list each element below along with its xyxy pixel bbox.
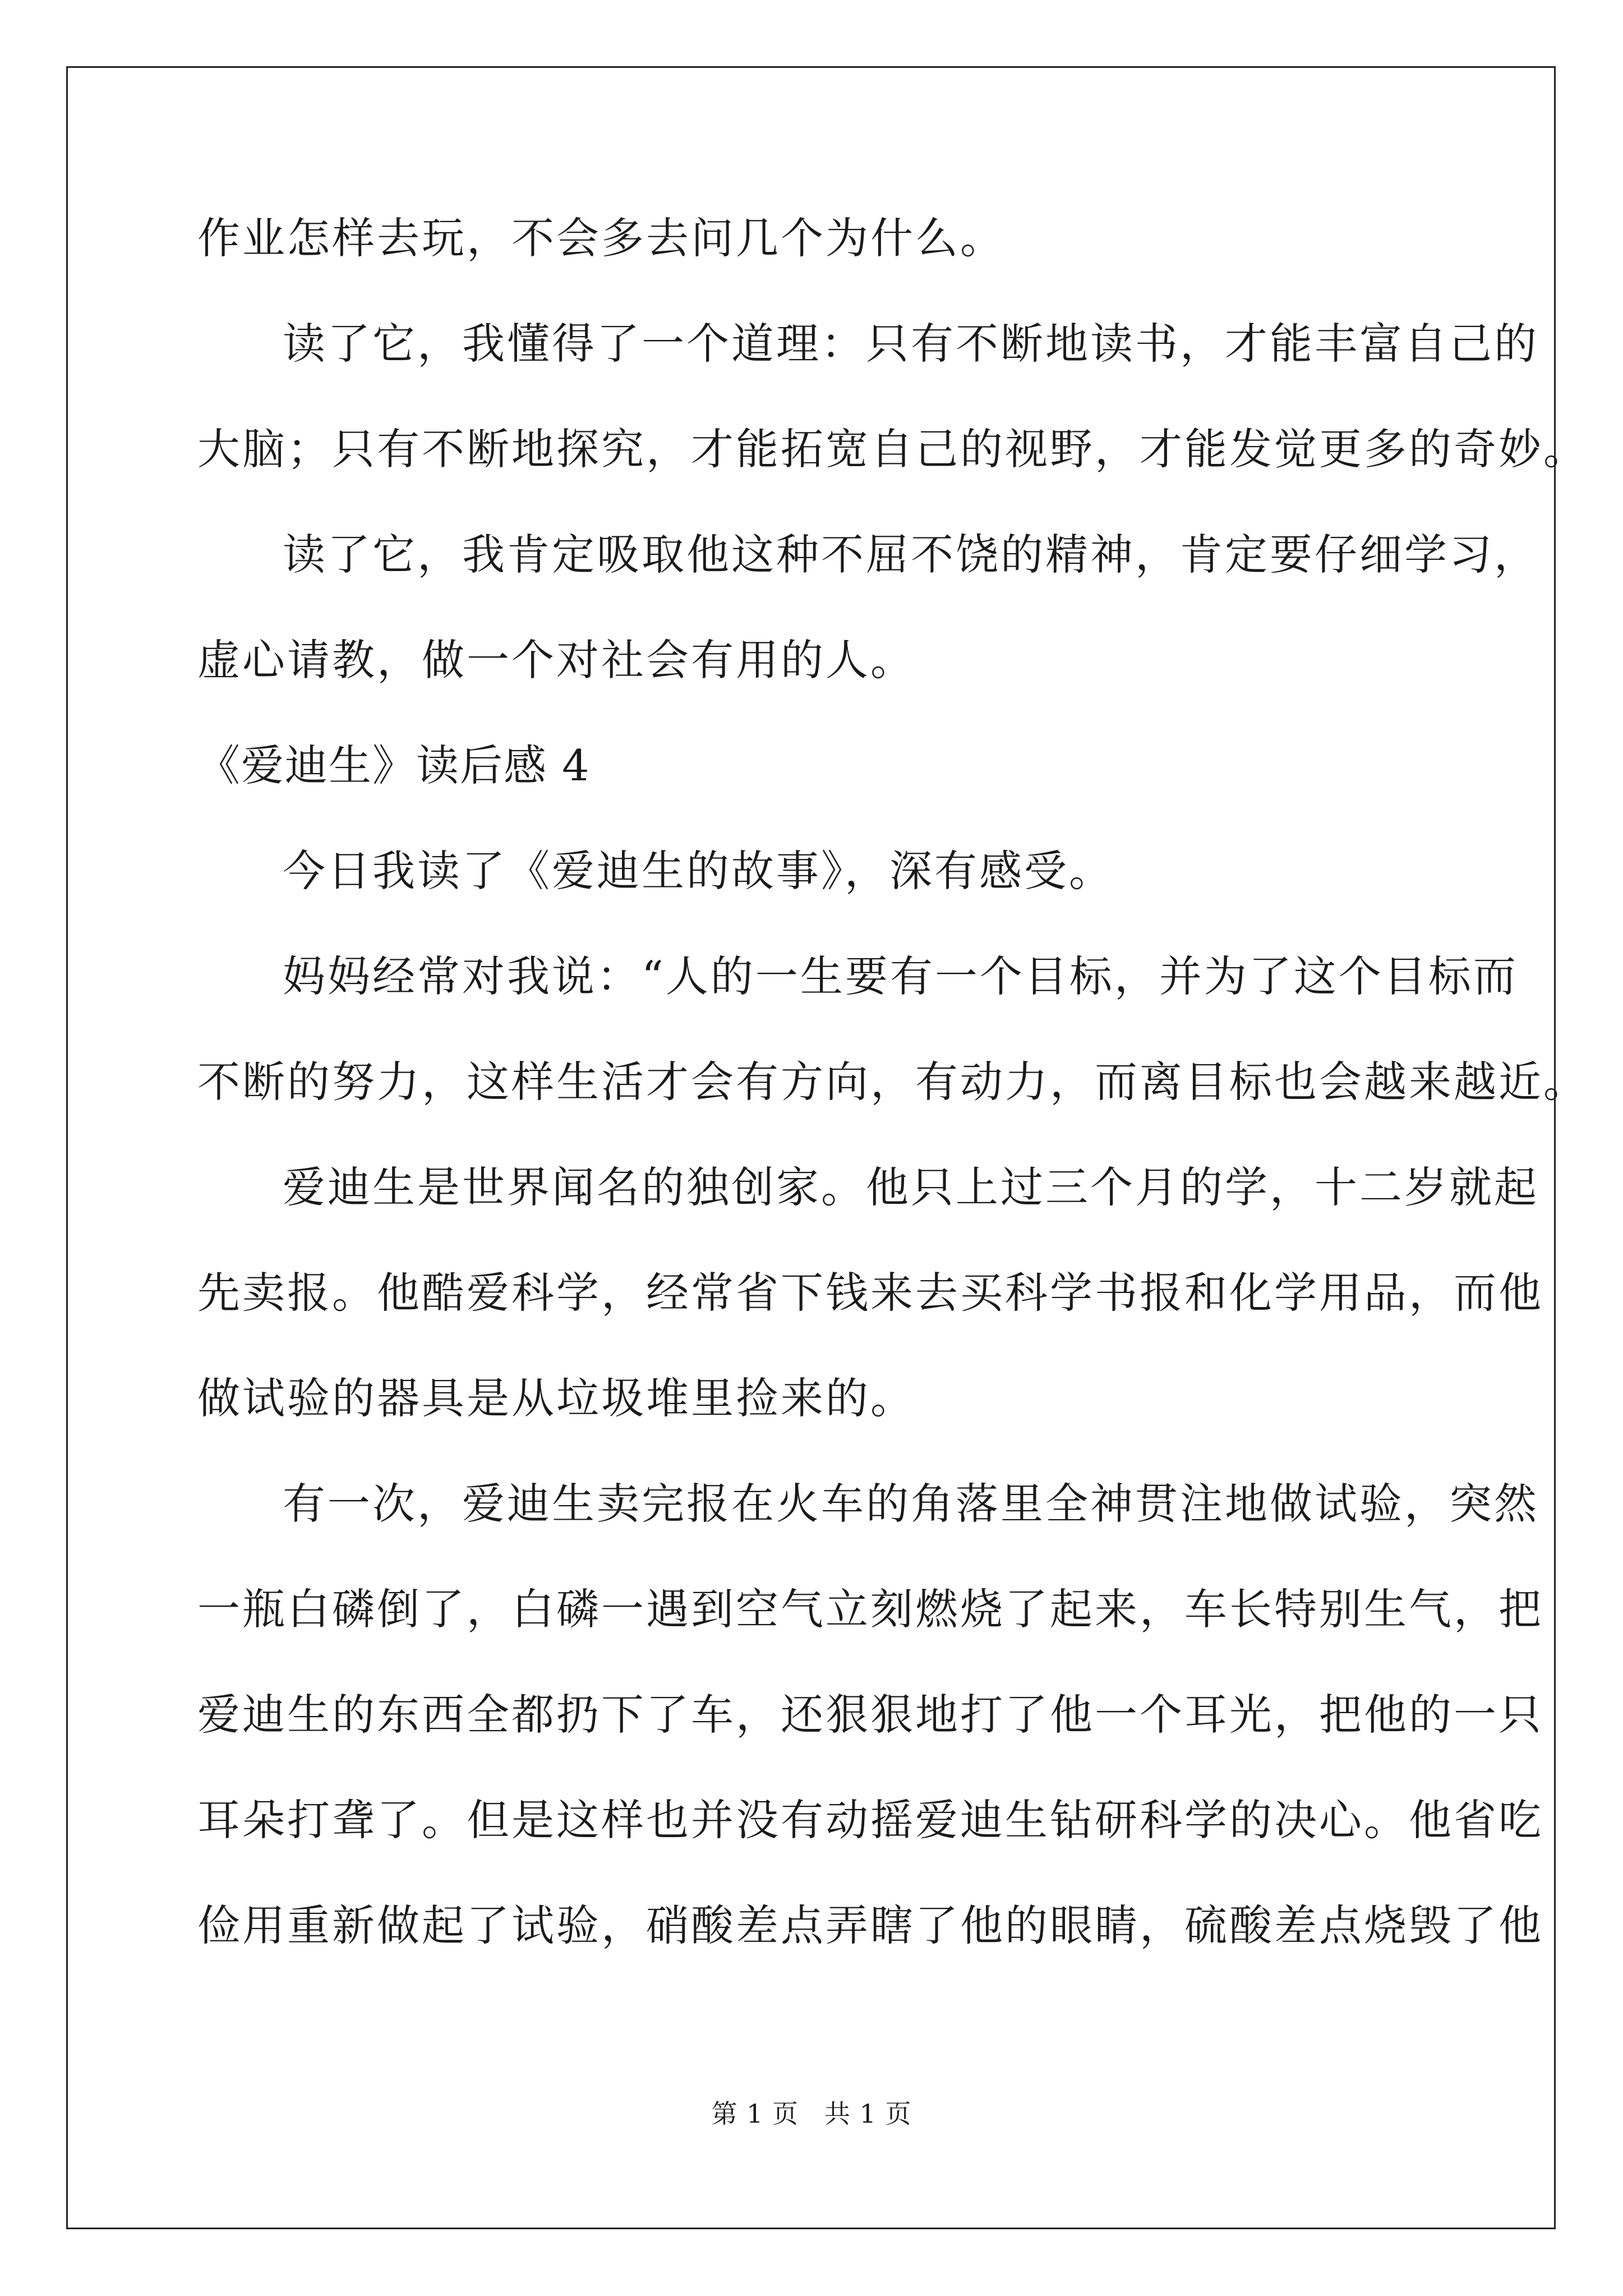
text-line: 妈妈经常对我说：“人的一生要有一个目标，并为了这个目标而 [283,951,1518,1001]
text-line: 作业怎样去玩，不会多去问几个为什么。 [197,213,1005,263]
text-line: 大脑；只有不断地探究，才能拓宽自己的视野，才能发觉更多的奇妙。 [197,424,1588,474]
text-line: 读了它，我肯定吸取他这种不屈不饶的精神，肯定要仔细学习， [283,530,1539,579]
text-line: 先卖报。他酷爱科学，经常省下钱来去买科学书报和化学用品，而他 [197,1268,1543,1318]
text-line: 读了它，我懂得了一个道理：只有不断地读书，才能丰富自己的 [283,319,1539,369]
section-heading: 《爱迪生》读后感 4 [197,740,591,790]
text-line: 做试验的器具是从垃圾堆里捡来的。 [197,1373,915,1423]
text-line: 爱迪生的东西全都扔下了车，还狠狠地打了他一个耳光，把他的一只 [197,1690,1543,1740]
text-line: 不断的努力，这样生活才会有方向，有动力，而离目标也会越来越近。 [197,1057,1588,1107]
page-number: 第 1 页 [711,2099,799,2129]
text-line: 耳朵打聋了。但是这样也并没有动摇爱迪生钻研科学的决心。他省吃 [197,1795,1543,1845]
text-line: 一瓶白磷倒了，白磷一遇到空气立刻燃烧了起来，车长特别生气，把 [197,1584,1543,1634]
text-line: 虚心请教，做一个对社会有用的人。 [197,635,915,685]
text-line: 有一次，爱迪生卖完报在火车的角落里全神贯注地做试验，突然 [283,1479,1539,1529]
page-footer [0,2097,1623,2131]
document-body [197,210,1588,2003]
text-line: 今日我读了《爱迪生的故事》，深有感受。 [283,846,1114,896]
text-line: 爱迪生是世界闻名的独创家。他只上过三个月的学，十二岁就起 [283,1162,1539,1212]
page-total: 共 1 页 [824,2099,912,2129]
text-line: 俭用重新做起了试验，硝酸差点弄瞎了他的眼睛，硫酸差点烧毁了他 [197,1901,1543,1950]
